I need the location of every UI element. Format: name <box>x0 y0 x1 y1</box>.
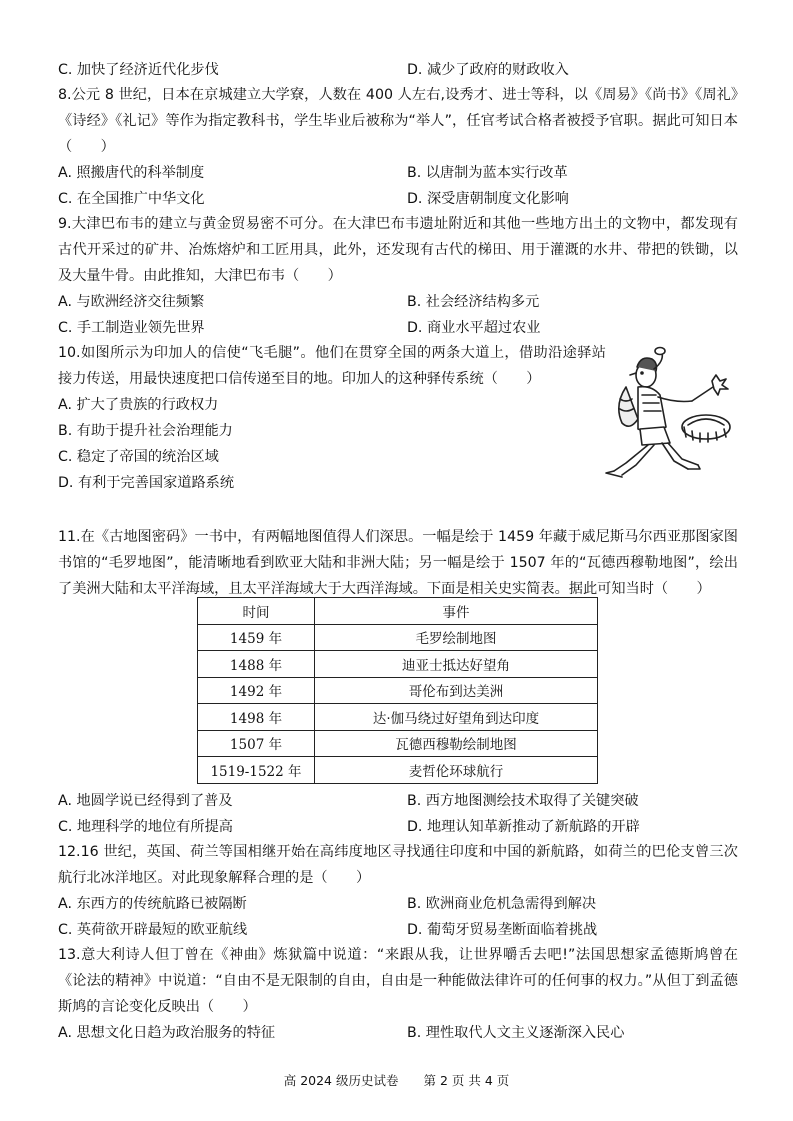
q11-option-d: D. 地理认知革新推动了新航路的开辟 <box>407 819 640 835</box>
table-cell-time: 1507 年 <box>198 730 315 757</box>
table-row <box>198 730 598 757</box>
q10-option-b: B. 有助于提升社会治理能力 <box>58 423 233 439</box>
table-cell-time: 1498 年 <box>198 704 315 731</box>
table-cell-event: 瓦德西穆勒绘制地图 <box>315 730 598 757</box>
page-footer: 高 2024 级历史试卷 第 2 页 共 4 页 <box>283 1073 510 1088</box>
table-cell-event: 达·伽马绕过好望角到达印度 <box>315 704 598 731</box>
q8-option-b: B. 以唐制为蓝本实行改革 <box>407 165 568 181</box>
q10-option-d: D. 有利于完善国家道路系统 <box>58 475 235 491</box>
q7-option-d: D. 减少了政府的财政收入 <box>407 62 569 78</box>
table-cell-event: 迪亚士抵达好望角 <box>315 651 598 678</box>
q11-option-b: B. 西方地图测绘技术取得了关键突破 <box>407 793 639 809</box>
q11-stem: 11.在《古地图密码》一书中，有两幅地图值得人们深思。一幅是绘于 1459 年藏于威尼斯马尔西亚那图家图书馆的“毛罗地图”，能清晰地看到欧亚大陆和非洲大陆；另一幅是绘于 1507 年的“瓦德西穆勒地图”，绘出了美洲大陆和太平洋海域，且太平洋海域大于大西洋海域。下面是相关史实简表。据此可知当时（ ） <box>58 529 738 597</box>
q13-stem: 13.意大利诗人但丁曾在《神曲》炼狱篇中说道：“来跟从我，让世界嚼舌去吧!”法国思想家孟德斯鸠曾在《论法的精神》中说道：“自由不是无限制的自由，自由是一种能做法律许可的任何事的权力。”从但丁到孟德斯鸠的言论变化反映出（ ） <box>58 947 738 1015</box>
q10-stem: 10.如图所示为印加人的信使“飞毛腿”。他们在贯穿全国的两条大道上，借助沿途驿站接力传送，用最快速度把口信传递至目的地。印加人的这种驿传系统（ ） <box>58 345 606 387</box>
table-row <box>198 677 598 704</box>
q10-option-a: A. 扩大了贵族的行政权力 <box>58 397 219 413</box>
q8-stem: 8.公元 8 世纪，日本在京城建立大学寮，人数在 400 人左右,设秀才、进士等科，以《周易》《尚书》《周礼》《诗经》《礼记》等作为指定教科书，学生毕业后被称为“举人”，任官考试合格者被授予官职。据此可知日本（ ） <box>58 87 738 155</box>
q12-option-d: D. 葡萄牙贸易垄断面临着挑战 <box>407 922 598 938</box>
q9-stem: 9.大津巴布韦的建立与黄金贸易密不可分。在大津巴布韦遗址附近和其他一些地方出土的文物中，都发现有古代开采过的矿井、冶炼熔炉和工匠用具，此外，还发现有古代的梯田、用于灌溉的水井、带把的铁锄，以及大量牛骨。由此推知，大津巴布韦（ ） <box>58 216 738 284</box>
q12-stem: 12.16 世纪，英国、荷兰等国相继开始在高纬度地区寻找通往印度和中国的新航路，如荷兰的巴伦支曾三次航行北冰洋地区。对此现象解释合理的是（ ） <box>58 844 738 886</box>
table-header-row <box>198 598 598 625</box>
q8-option-c: C. 在全国推广中华文化 <box>58 191 205 207</box>
table-cell-time: 1492 年 <box>198 677 315 704</box>
table-row <box>198 651 598 678</box>
table-row <box>198 704 598 731</box>
q12-option-a: A. 东西方的传统航路已被隔断 <box>58 896 247 912</box>
q9-option-b: B. 社会经济结构多元 <box>407 294 540 310</box>
table-cell-event: 麦哲伦环球航行 <box>315 757 598 784</box>
q12-option-b: B. 欧洲商业危机急需得到解决 <box>407 896 597 912</box>
q12-option-c: C. 英荷欲开辟最短的欧亚航线 <box>58 922 248 938</box>
table-cell-event: 毛罗绘制地图 <box>315 624 598 651</box>
inca-messenger-illustration <box>596 345 746 483</box>
q8-option-d: D. 深受唐朝制度文化影响 <box>407 191 569 207</box>
history-events-table <box>197 597 598 784</box>
q9-option-a: A. 与欧洲经济交往频繁 <box>58 294 205 310</box>
q7-option-c: C. 加快了经济近代化步伐 <box>58 62 219 78</box>
q9-option-d: D. 商业水平超过农业 <box>407 320 541 336</box>
table-header-event: 事件 <box>315 598 598 625</box>
q11-option-a: A. 地圆学说已经得到了普及 <box>58 793 233 809</box>
table-cell-time: 1519-1522 年 <box>198 757 315 784</box>
q13-option-b: B. 理性取代人文主义逐渐深入民心 <box>407 1025 625 1041</box>
q9-option-c: C. 手工制造业领先世界 <box>58 320 205 336</box>
table-cell-event: 哥伦布到达美洲 <box>315 677 598 704</box>
q13-option-a: A. 思想文化日趋为政治服务的特征 <box>58 1025 276 1041</box>
table-row <box>198 757 598 784</box>
q11-option-c: C. 地理科学的地位有所提高 <box>58 819 233 835</box>
q10-option-c: C. 稳定了帝国的统治区域 <box>58 449 219 465</box>
table-row <box>198 624 598 651</box>
table-cell-time: 1488 年 <box>198 651 315 678</box>
table-cell-time: 1459 年 <box>198 624 315 651</box>
table-header-time: 时间 <box>198 598 315 625</box>
q8-option-a: A. 照搬唐代的科举制度 <box>58 165 205 181</box>
